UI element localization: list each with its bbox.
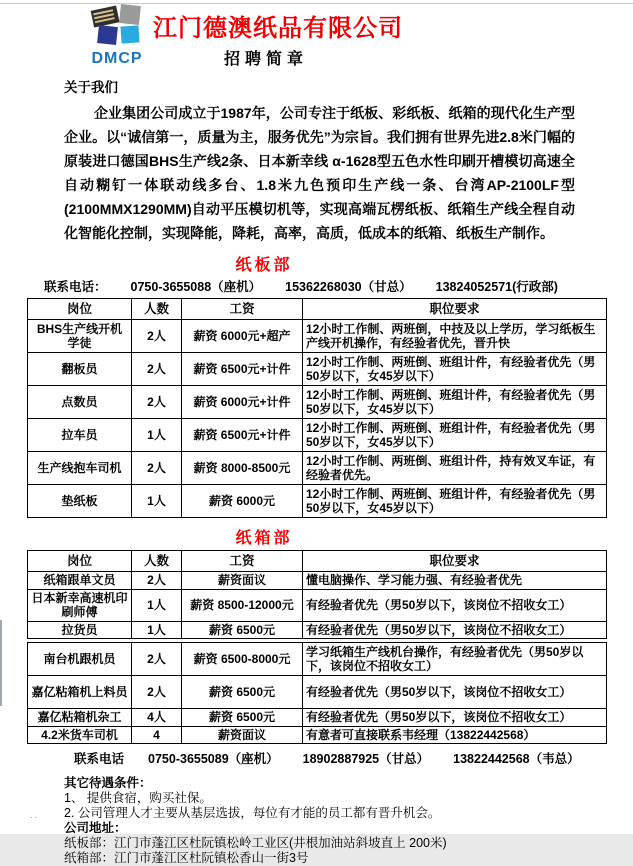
headcount-cell: 2人 [132, 320, 182, 353]
carton-dept-contact-line [74, 749, 633, 767]
about-us-heading: 关于我们 [64, 80, 118, 95]
salary-cell: 薪资 8500-12000元 [182, 589, 303, 621]
requirements-cell: 12小时工作制、两班倒、班组计件，有经验者优先（男50岁以下，女45岁以下） [303, 485, 607, 518]
manager-gan-number: 18902887925（甘总） [302, 752, 430, 766]
salary-cell: 薪资 6500-8000元 [182, 643, 303, 676]
carton-jobs-table [27, 550, 607, 639]
salary-cell: 薪资 6500元+计件 [182, 419, 303, 452]
table-row [28, 676, 607, 709]
col-header-salary: 工资 [182, 299, 303, 320]
address-item: 纸板部：江门市蓬江区杜阮镇松岭工业区(井根加油站斜坡直上 200米) [64, 836, 447, 850]
benefit-item: 1、 提供食宿，购买社保。 [64, 791, 212, 805]
headcount-cell: 1人 [132, 419, 182, 452]
table-row [28, 419, 607, 452]
col-header-salary: 工资 [182, 551, 303, 572]
requirements-cell: 12小时工作制、两班倒、班组计件，有经验者优先（男50岁以下，女45岁以下） [303, 353, 607, 386]
requirements-cell: 12小时工作制、两班倒、班组计件，有经验者优先（男50岁以下，女45岁以下） [303, 386, 607, 419]
headcount-cell: 2人 [132, 452, 182, 485]
requirements-cell: 有经验者优先（男50岁以下，该岗位不招收女工） [303, 709, 607, 727]
salary-cell: 薪资 6000元 [182, 485, 303, 518]
headcount-cell: 2人 [132, 353, 182, 386]
table-row [28, 353, 607, 386]
manager-gan-number: 15362268030（甘总） [285, 280, 412, 294]
contact-label: 联系电话： [44, 280, 107, 294]
col-header-headcount: 人数 [132, 299, 182, 320]
position-cell: 生产线抱车司机 [28, 452, 132, 485]
col-header-position: 岗位 [28, 551, 132, 572]
benefits-heading: 其它待遇条件： [64, 776, 152, 790]
col-header-requirements: 职位要求 [303, 299, 607, 320]
headcount-cell: 2人 [132, 386, 182, 419]
requirements-cell: 懂电脑操作、学习能力强、有经验者优先 [303, 572, 607, 590]
landline-number: 0750-3655088（座机） [130, 280, 262, 294]
address-heading: 公司地址： [64, 821, 127, 835]
board-jobs-table [27, 298, 607, 518]
page-edge-artifact [0, 620, 2, 706]
page-marks-artifact: ·· [30, 812, 38, 822]
company-logo [88, 4, 146, 67]
position-cell: 垫纸板 [28, 485, 132, 518]
carton-jobs-table-continued [27, 642, 607, 744]
footer-notes [64, 776, 633, 866]
table-row [28, 320, 607, 353]
requirements-cell: 有意者可直接联系韦经理（13822442568） [303, 726, 607, 744]
table-row [28, 726, 607, 744]
requirements-cell: 12小时工作制、两班倒、班组计件，持有效叉车证，有经验者优先。 [303, 452, 607, 485]
requirements-cell: 学习纸箱生产线机台操作，有经验者优先（男50岁以下，该岗位不招收女工） [303, 643, 607, 676]
table-row [28, 589, 607, 621]
table-row [28, 643, 607, 676]
table-row [28, 572, 607, 590]
salary-cell: 薪资 6000元+计件 [182, 386, 303, 419]
col-header-requirements: 职位要求 [303, 551, 607, 572]
requirements-cell: 12小时工作制、两班倒，中技及以上学历，学习纸板生产线开机操作，有经验者优先，晋升快 [303, 320, 607, 353]
headcount-cell: 1人 [132, 589, 182, 621]
table-header-row [28, 299, 607, 320]
headcount-cell: 2人 [132, 572, 182, 590]
manager-wei-number: 13822442568（韦总） [453, 752, 580, 766]
dmcp-logo-icon [89, 4, 145, 46]
position-cell: 日本新幸高速机印刷师傅 [28, 589, 132, 621]
headcount-cell: 2人 [132, 676, 182, 709]
contact-label: 联系电话 [74, 752, 125, 766]
requirements-cell: 有经验者优先（男50岁以下，该岗位不招收女工） [303, 621, 607, 639]
position-cell: 拉车员 [28, 419, 132, 452]
table-row [28, 621, 607, 639]
headcount-cell: 1人 [132, 485, 182, 518]
document-title: 招聘简章 [223, 51, 309, 68]
position-cell: BHS生产线开机学徒 [28, 320, 132, 353]
salary-cell: 薪资 6500元 [182, 676, 303, 709]
salary-cell: 薪资面议 [182, 726, 303, 744]
table-row [28, 709, 607, 727]
landline-number: 0750-3655089（座机） [148, 752, 279, 766]
address-item: 纸箱部：江门市蓬江区杜阮镇松香山一街3号 [64, 851, 309, 865]
position-cell: 翻板员 [28, 353, 132, 386]
headcount-cell: 4 [132, 726, 182, 744]
table-header-row [28, 551, 607, 572]
col-header-headcount: 人数 [132, 551, 182, 572]
requirements-cell: 有经验者优先（男50岁以下，该岗位不招收女工） [303, 676, 607, 709]
position-cell: 点数员 [28, 386, 132, 419]
salary-cell: 薪资 6000元+超产 [182, 320, 303, 353]
position-cell: 嘉亿粘箱机上料员 [28, 676, 132, 709]
position-cell: 拉货员 [28, 621, 132, 639]
col-header-position: 岗位 [28, 299, 132, 320]
position-cell: 纸箱跟单文员 [28, 572, 132, 590]
position-cell: 4.2米货车司机 [28, 726, 132, 744]
position-cell: 南台机跟机员 [28, 643, 132, 676]
salary-cell: 薪资 6500元 [182, 709, 303, 727]
headcount-cell: 2人 [132, 643, 182, 676]
salary-cell: 薪资 6500元+计件 [182, 353, 303, 386]
admin-dept-number: 13824052571(行政部) [435, 280, 558, 294]
board-dept-heading: 纸板部 [235, 257, 293, 274]
headcount-cell: 4人 [132, 709, 182, 727]
document-header [0, 0, 633, 72]
logo-text: DMCP [91, 50, 143, 67]
salary-cell: 薪资 8000-8500元 [182, 452, 303, 485]
requirements-cell: 12小时工作制、两班倒、班组计件，有经验者优先（男50岁以下，女45岁以下） [303, 419, 607, 452]
salary-cell: 薪资面议 [182, 572, 303, 590]
about-us-paragraph: 企业集团公司成立于1987年，公司专注于纸板、彩纸板、纸箱的现代化生产型企业。以“诚信第一，质量为主，服务优先”为宗旨。我们拥有世界先进2.8米门幅的原装进口德国BHS生产线2条、日本新幸线 α-1628型五色水性印刷开槽模切高速全自动糊钉一体联动线多台、1.8米九色预印生产线一条、台湾AP-2100LF型(2100MMX1290MM)自动平压模切机等，实现高端瓦楞纸板、纸箱生产线全程自动化智能化控制，实现降能，降耗，高率，高质，低成本的纸箱、纸板生产制作。 [64, 105, 575, 241]
position-cell: 嘉亿粘箱机杂工 [28, 709, 132, 727]
table-row [28, 386, 607, 419]
board-dept-contact-line [44, 277, 633, 295]
salary-cell: 薪资 6500元 [182, 621, 303, 639]
table-row [28, 485, 607, 518]
headcount-cell: 1人 [132, 621, 182, 639]
requirements-cell: 有经验者优先（男50岁以下，该岗位不招收女工） [303, 589, 607, 621]
carton-dept-heading: 纸箱部 [235, 530, 293, 547]
benefit-item: 2. 公司管理人才主要从基层选拔，每位有才能的员工都有晋升机会。 [64, 806, 441, 820]
table-row [28, 452, 607, 485]
company-name-title: 江门德澳纸品有限公司 [153, 15, 403, 42]
